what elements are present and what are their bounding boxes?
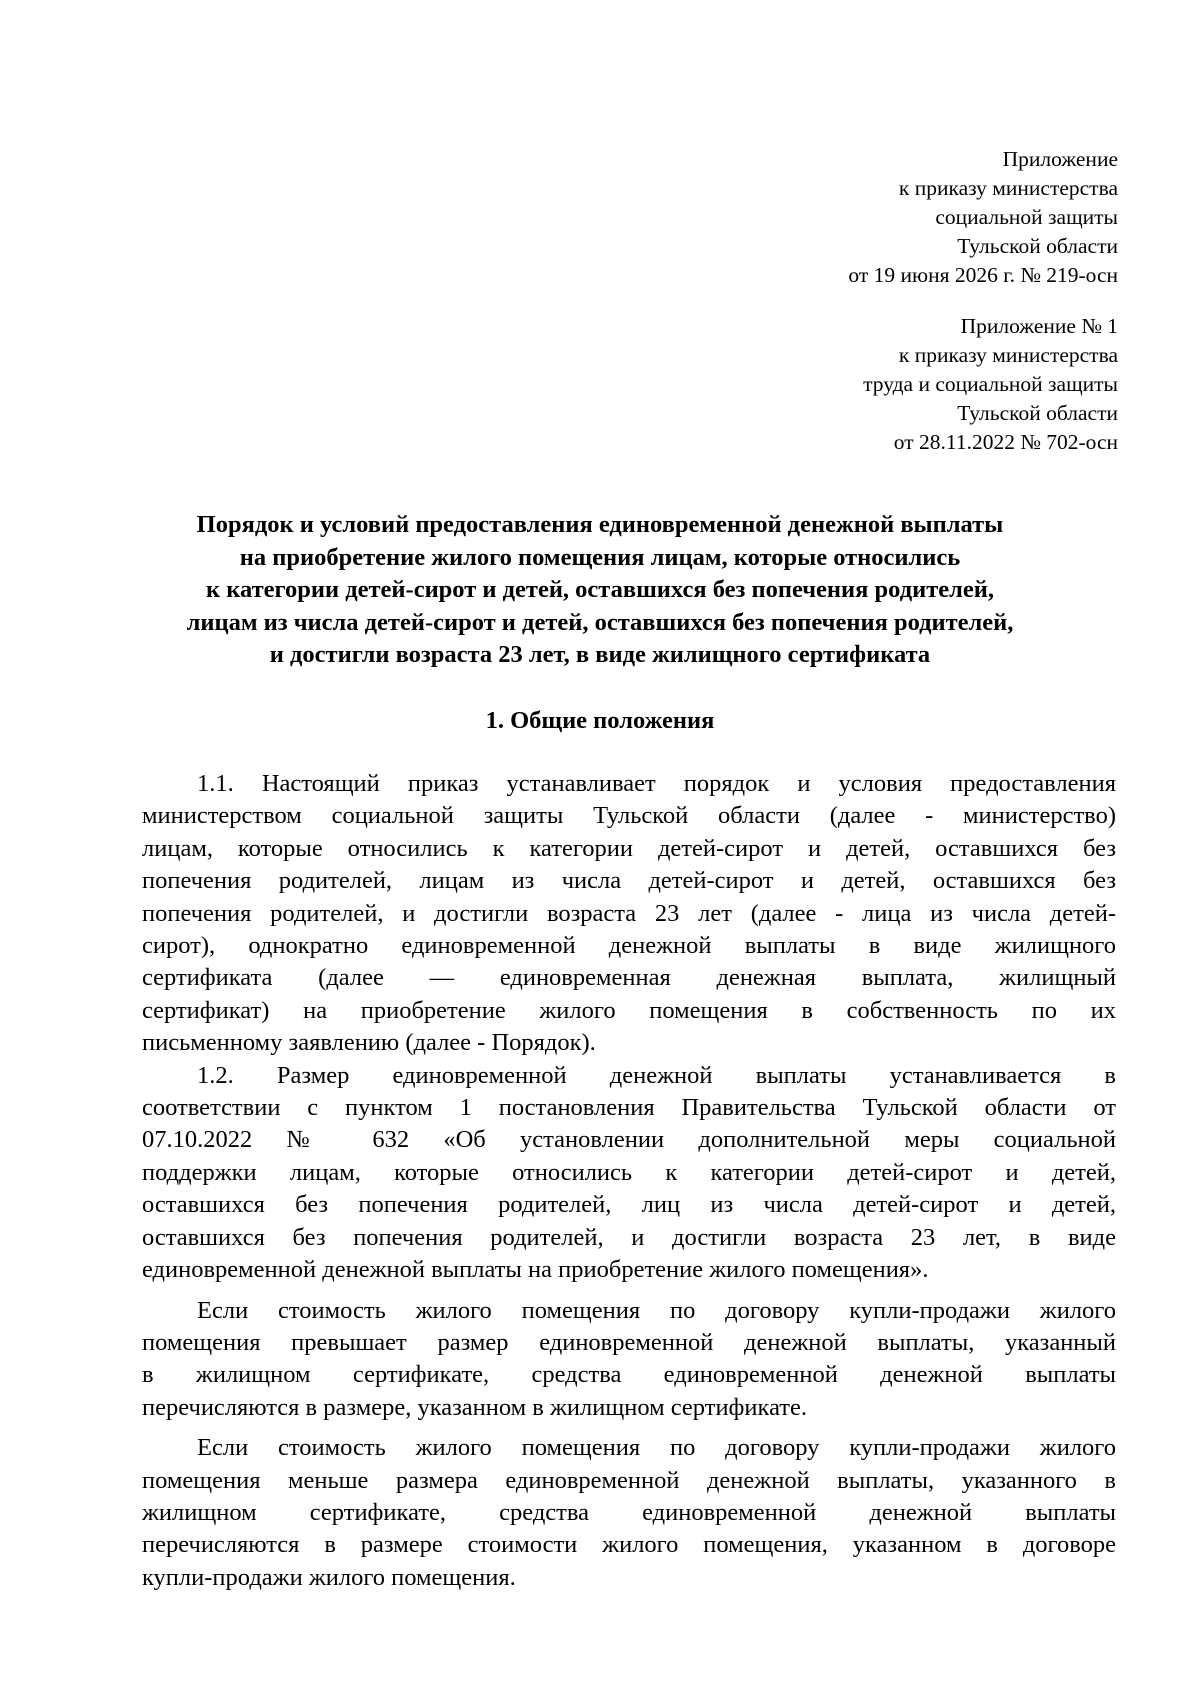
paragraph-line: помещения превышает размер единовременной денежной выплаты, указанный <box>142 1328 1116 1356</box>
paragraph-line: попечения родителей, лицам из числа детей-сирот и детей, оставшихся без <box>142 867 1116 895</box>
paragraph-line: 07.10.2022 № 632 «Об установлении дополнительной меры социальной <box>142 1126 1116 1154</box>
document-title <box>100 509 1100 672</box>
paragraph-line: письменному заявлению (далее - Порядок). <box>142 1029 596 1057</box>
appendix-current-block <box>848 145 1118 290</box>
paragraph-line: купли-продажи жилого помещения. <box>142 1563 516 1591</box>
appendix-original-block <box>863 312 1118 457</box>
paragraph-line: перечисляются в размере стоимости жилого помещения, указанном в договоре <box>142 1531 1116 1559</box>
paragraph-price-exceeds <box>142 1295 1116 1425</box>
paragraph-line: жилищном сертификате, средства единовременной денежной выплаты <box>142 1498 1116 1526</box>
title-line: и достигли возраста 23 лет, в виде жилищного сертификата <box>269 641 931 668</box>
paragraph-line: помещения меньше размера единовременной денежной выплаты, указанного в <box>142 1466 1116 1494</box>
paragraph-line: министерством социальной защиты Тульской области (далее - министерство) <box>142 802 1116 830</box>
paragraph-line: соответствии с пунктом 1 постановления Правительства Тульской области от <box>142 1094 1116 1122</box>
paragraph-line: оставшихся без попечения родителей, лиц из числа детей-сирот и детей, <box>142 1191 1116 1219</box>
title-line: на приобретение жилого помещения лицам, которые относились <box>239 543 961 571</box>
appendix-current-line: Приложение <box>1002 147 1118 171</box>
appendix-current-line: от 19 июня 2026 г. № 219-осн <box>848 263 1118 287</box>
title-line: лицам из числа детей-сирот и детей, оставшихся без попечения родителей, <box>186 608 1014 636</box>
title-line: Порядок и условий предоставления единовременной денежной выплаты <box>196 511 1004 538</box>
paragraph-line: лицам, которые относились к категории детей-сирот и детей, оставшихся без <box>142 834 1116 862</box>
paragraph-line: 1.1. Настоящий приказ устанавливает порядок и условия предоставления <box>197 770 1116 797</box>
appendix-original-line: труда и социальной защиты <box>863 372 1118 396</box>
appendix-original-line: от 28.11.2022 № 702-осн <box>893 430 1118 454</box>
appendix-current-line: социальной защиты <box>935 205 1118 229</box>
paragraph-line: сертификат) на приобретение жилого помещения в собственность по их <box>142 996 1116 1024</box>
appendix-current-line: Тульской области <box>957 234 1118 258</box>
appendix-original-line: к приказу министерства <box>898 343 1118 367</box>
paragraph-line: перечисляются в размере, указанном в жилищном сертификате. <box>142 1393 808 1421</box>
paragraph-line: попечения родителей, и достигли возраста 23 лет (далее - лица из числа детей- <box>142 899 1116 927</box>
appendix-original-line: Тульской области <box>957 401 1118 425</box>
paragraph-price-less <box>142 1432 1116 1594</box>
appendix-original-line: Приложение № 1 <box>960 314 1118 338</box>
title-line: к категории детей-сирот и детей, оставшихся без попечения родителей, <box>205 576 994 603</box>
paragraph-line: сирот), однократно единовременной денежной выплаты в виде жилищного <box>142 932 1116 960</box>
paragraph-line: единовременной денежной выплаты на приобретение жилого помещения». <box>142 1256 929 1284</box>
document-body <box>142 768 1116 1594</box>
paragraph-line: Если стоимость жилого помещения по договору купли-продажи жилого <box>197 1434 1116 1462</box>
paragraph-line: 1.2. Размер единовременной денежной выплаты устанавливается в <box>197 1061 1116 1089</box>
paragraph-line: в жилищном сертификате, средства единовременной денежной выплаты <box>142 1361 1116 1389</box>
section-heading: 1. Общие положения <box>485 707 715 734</box>
paragraph-line: поддержки лицам, которые относились к категории детей-сирот и детей, <box>142 1158 1116 1186</box>
appendix-current-line: к приказу министерства <box>898 176 1118 200</box>
paragraph-line: оставшихся без попечения родителей, и достигли возраста 23 лет, в виде <box>142 1223 1116 1251</box>
paragraph-1-2 <box>142 1060 1116 1287</box>
paragraph-line: Если стоимость жилого помещения по договору купли-продажи жилого <box>197 1296 1116 1324</box>
paragraph-1-1 <box>142 768 1116 1060</box>
paragraph-line: сертификата (далее — единовременная денежная выплата, жилищный <box>142 964 1116 992</box>
